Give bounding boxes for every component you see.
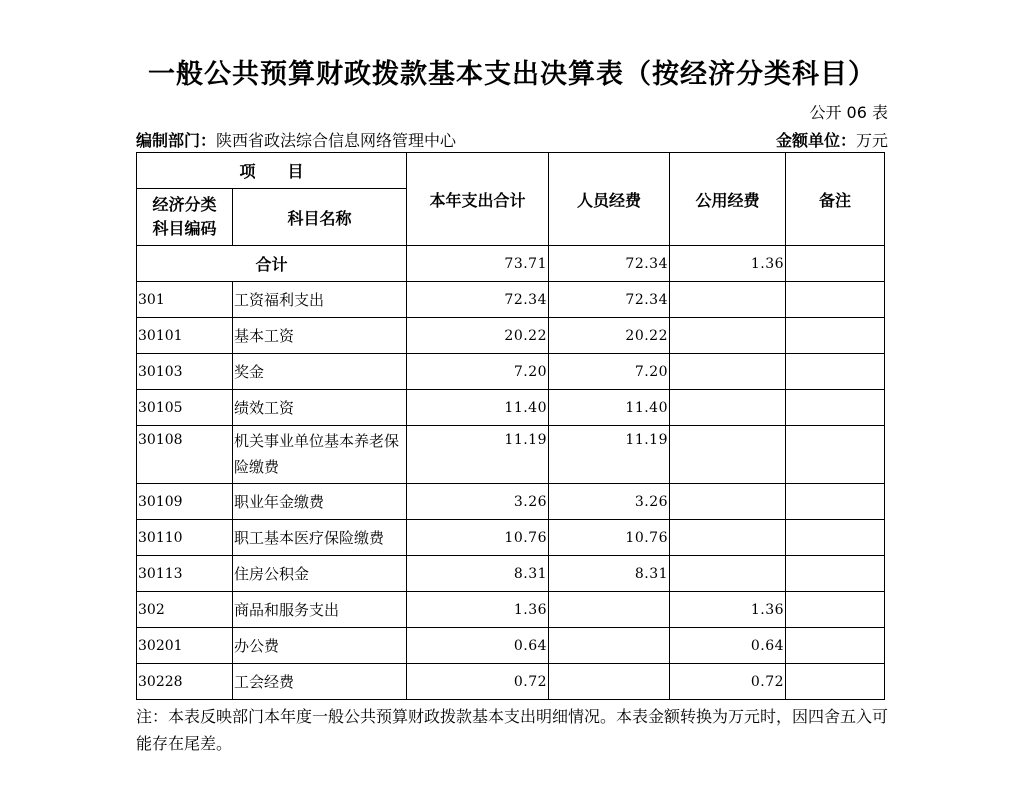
cell-total: 20.22 [407,318,549,354]
header-public: 公用经费 [670,153,786,246]
header-item: 项 目 [137,153,407,189]
table-row [137,282,885,318]
cell-personnel: 7.20 [549,354,670,390]
cell-personnel: 3.26 [549,484,670,520]
cell-name: 机关事业单位基本养老保险缴费 [233,426,407,484]
cell-total: 11.40 [407,390,549,426]
cell-code: 30201 [137,628,233,664]
cell-code: 30101 [137,318,233,354]
page-title: 一般公共预算财政拨款基本支出决算表（按经济分类科目） [148,59,876,90]
cell-personnel: 11.19 [549,426,670,484]
header-personnel: 人员经费 [549,153,670,246]
cell-remark [786,282,885,318]
header-code: 经济分类科目编码 [137,189,233,246]
cell-remark [786,592,885,628]
cell-public [670,318,786,354]
total-remark [786,246,885,282]
footnote: 注：本表反映部门本年度一般公共预算财政拨款基本支出明细情况。本表金额转换为万元时，因四舍五入可能存在尾差。 [136,707,889,753]
cell-public [670,520,786,556]
table-row [137,354,885,390]
cell-total: 3.26 [407,484,549,520]
cell-total: 7.20 [407,354,549,390]
header-remark: 备注 [786,153,885,246]
cell-name: 职业年金缴费 [233,484,407,520]
amount-unit [776,128,888,151]
org-label: 编制部门： [136,131,217,150]
cell-public: 0.64 [670,628,786,664]
total-row [137,246,885,282]
cell-code: 30109 [137,484,233,520]
cell-name: 工会经费 [233,664,407,700]
cell-remark [786,556,885,592]
cell-total: 1.36 [407,592,549,628]
table-row [137,426,885,484]
cell-public: 1.36 [670,592,786,628]
table-number: 公开 06 表 [809,103,888,122]
cell-public [670,354,786,390]
cell-remark [786,628,885,664]
cell-name: 绩效工资 [233,390,407,426]
cell-code: 30113 [137,556,233,592]
cell-code: 30108 [137,426,233,484]
cell-total: 0.64 [407,628,549,664]
cell-personnel [549,628,670,664]
cell-personnel: 20.22 [549,318,670,354]
total-public: 1.36 [670,246,786,282]
cell-total: 8.31 [407,556,549,592]
cell-remark [786,426,885,484]
table-row [137,592,885,628]
table-row [137,520,885,556]
cell-personnel: 8.31 [549,556,670,592]
cell-code: 302 [137,592,233,628]
org-info [136,128,456,151]
cell-total: 11.19 [407,426,549,484]
cell-remark [786,390,885,426]
cell-remark [786,484,885,520]
table-row [137,556,885,592]
cell-name: 商品和服务支出 [233,592,407,628]
amount-unit-label: 金额单位： [775,131,856,150]
cell-public [670,390,786,426]
cell-public [670,282,786,318]
cell-personnel [549,592,670,628]
total-personnel: 72.34 [549,246,670,282]
cell-name: 办公费 [233,628,407,664]
org-value: 陕西省政法综合信息网络管理中心 [216,131,457,150]
cell-personnel: 72.34 [549,282,670,318]
cell-total: 0.72 [407,664,549,700]
table-row [137,318,885,354]
table-row [137,628,885,664]
cell-public [670,484,786,520]
header-name: 科目名称 [233,189,407,246]
cell-public [670,426,786,484]
cell-total: 72.34 [407,282,549,318]
table-row [137,484,885,520]
cell-remark [786,520,885,556]
cell-public: 0.72 [670,664,786,700]
cell-total: 10.76 [407,520,549,556]
cell-code: 30103 [137,354,233,390]
header-total: 本年支出合计 [407,153,549,246]
cell-name: 基本工资 [233,318,407,354]
total-amount: 73.71 [407,246,549,282]
cell-code: 30228 [137,664,233,700]
cell-code: 30110 [137,520,233,556]
cell-code: 30105 [137,390,233,426]
cell-name: 工资福利支出 [233,282,407,318]
expenditure-table [136,152,885,700]
table-row [137,664,885,700]
cell-name: 住房公积金 [233,556,407,592]
cell-personnel: 10.76 [549,520,670,556]
cell-code: 301 [137,282,233,318]
cell-personnel: 11.40 [549,390,670,426]
cell-remark [786,664,885,700]
cell-name: 职工基本医疗保险缴费 [233,520,407,556]
cell-public [670,556,786,592]
cell-name: 奖金 [233,354,407,390]
cell-remark [786,318,885,354]
amount-unit-value: 万元 [855,131,888,150]
unit-row [136,128,888,151]
table-row [137,390,885,426]
cell-personnel [549,664,670,700]
total-label: 合计 [137,246,407,282]
cell-remark [786,354,885,390]
